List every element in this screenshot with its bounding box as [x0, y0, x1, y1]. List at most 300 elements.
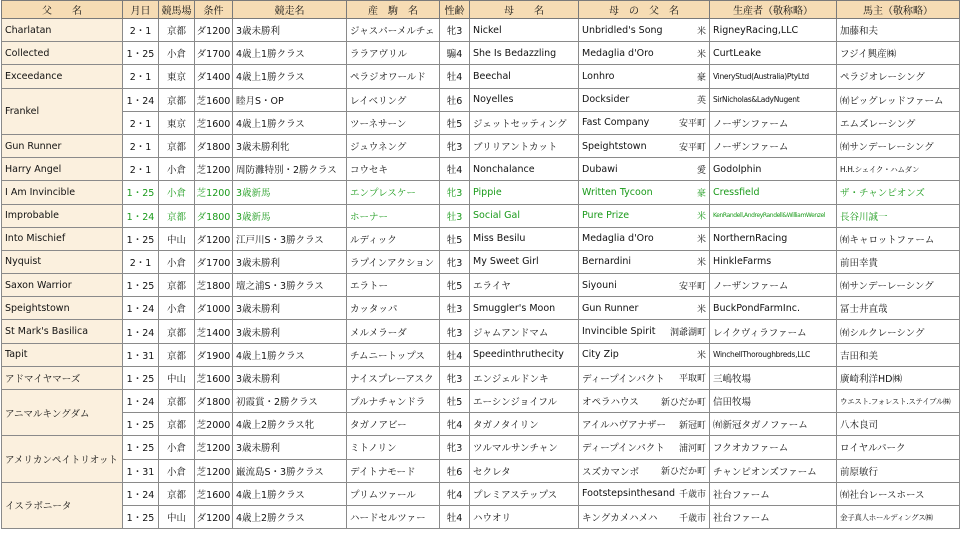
sex-age: 牡3: [440, 204, 470, 227]
sire-name: St Mark's Basilica: [2, 320, 123, 343]
race-condition: ダ1200: [195, 505, 233, 528]
table-row: [2, 436, 960, 459]
race-name: 4歳上1勝クラス: [233, 42, 347, 65]
race-date: 2・1: [123, 158, 159, 181]
dam-name: タガノタイリン: [470, 413, 579, 436]
race-condition: 芝1800: [195, 274, 233, 297]
race-name: 3歳未勝利: [233, 19, 347, 42]
horse-name: ジャスパーメルチェ: [347, 19, 440, 42]
dam-sire-cell: [579, 134, 710, 157]
sex-age: 牝3: [440, 436, 470, 459]
horse-name: ナイスプレーアスク: [347, 366, 440, 389]
race-name: 初霞賞・2勝クラス: [233, 390, 347, 413]
race-date: 2・1: [123, 134, 159, 157]
breeding-region: 浦河町: [678, 443, 706, 454]
sire-name: Collected: [2, 42, 123, 65]
sire-name: アドマイヤマーズ: [2, 366, 123, 389]
race-condition: 芝1600: [195, 366, 233, 389]
breeding-region: 愛: [696, 165, 706, 176]
horse-name: エラトー: [347, 274, 440, 297]
breeding-region: 豪: [696, 188, 706, 199]
dam-name: Nickel: [470, 19, 579, 42]
sire-name: Nyquist: [2, 250, 123, 273]
sire-name: Into Mischief: [2, 227, 123, 250]
race-name: 睦月S・OP: [233, 88, 347, 111]
table-row: [2, 65, 960, 88]
breeder: ノーザンファーム: [710, 134, 837, 157]
owner: 吉田和美: [837, 343, 960, 366]
race-condition: ダ1700: [195, 42, 233, 65]
dam-sire-cell: [579, 459, 710, 482]
horse-name: ラプインアクション: [347, 250, 440, 273]
race-date: 1・24: [123, 320, 159, 343]
race-date: 1・25: [123, 505, 159, 528]
horse-name: ハードセルツァー: [347, 505, 440, 528]
breeding-region: 安平町: [678, 119, 706, 130]
breeder: WinchellThoroughbreds,LLC: [710, 343, 837, 366]
breeder: チャンピオンズファーム: [710, 459, 837, 482]
breeding-region: 平取町: [678, 374, 706, 385]
header-breeder: 生産者（敬称略）: [710, 1, 837, 19]
owner: H.H.シェイク・ハムダン: [837, 158, 960, 181]
racecourse: 東京: [159, 65, 195, 88]
dam-sire-name: アイルハヴアナザー: [582, 420, 666, 432]
header-race-name: 競走名: [233, 1, 347, 19]
racecourse: 京都: [159, 390, 195, 413]
sire-name: Gun Runner: [2, 134, 123, 157]
race-date: 1・24: [123, 390, 159, 413]
breeder: ノーザンファーム: [710, 274, 837, 297]
dam-sire-name: Footstepsinthesand: [582, 488, 676, 500]
owner: ザ・チャンピオンズ: [837, 181, 960, 204]
sex-age: 牝3: [440, 134, 470, 157]
racecourse: 小倉: [159, 158, 195, 181]
owner: 前田幸貴: [837, 250, 960, 273]
race-name: 4歳上2勝クラス牝: [233, 413, 347, 436]
sex-age: 牝5: [440, 274, 470, 297]
sex-age: 牡5: [440, 111, 470, 134]
owner: ㈲ビッグレッドファーム: [837, 88, 960, 111]
dam-sire-name: Dubawi: [582, 163, 618, 175]
table-row: [2, 413, 960, 436]
race-name: 4歳上1勝クラス: [233, 343, 347, 366]
dam-name: エンジェルドンキ: [470, 366, 579, 389]
sex-age: 牡4: [440, 158, 470, 181]
dam-name: Social Gal: [470, 204, 579, 227]
race-date: 1・31: [123, 343, 159, 366]
dam-sire-name: Medaglia d'Oro: [582, 233, 654, 245]
dam-sire-cell: [579, 158, 710, 181]
owner: 冨士井直哉: [837, 297, 960, 320]
dam-sire-name: Invincible Spirit: [582, 326, 656, 338]
race-condition: 芝2000: [195, 413, 233, 436]
sex-age: 牝3: [440, 19, 470, 42]
dam-name: ブリリアントカット: [470, 134, 579, 157]
race-condition: ダ1200: [195, 19, 233, 42]
dam-name: エーシンジョイフル: [470, 390, 579, 413]
dam-sire-cell: [579, 390, 710, 413]
owner: ㈲サンデーレーシング: [837, 134, 960, 157]
race-date: 2・1: [123, 111, 159, 134]
table-row: [2, 42, 960, 65]
header-row: [2, 1, 960, 19]
dam-sire-name: キングカメハメハ: [582, 513, 658, 525]
horse-name: ペラジオワールド: [347, 65, 440, 88]
race-condition: ダ1000: [195, 297, 233, 320]
dam-sire-name: Unbridled's Song: [582, 24, 663, 36]
dam-sire-cell: [579, 227, 710, 250]
dam-sire-name: Written Tycoon: [582, 186, 653, 198]
sire-name: Exceedance: [2, 65, 123, 88]
sex-age: 牡5: [440, 227, 470, 250]
dam-name: Speedinthruthecity: [470, 343, 579, 366]
race-condition: ダ1400: [195, 65, 233, 88]
race-name: 3歳未勝利: [233, 320, 347, 343]
header-sex-age: 性齢: [440, 1, 470, 19]
table-row: [2, 343, 960, 366]
table-row: [2, 320, 960, 343]
breeding-region: 豪: [696, 72, 706, 83]
dam-sire-name: Speightstown: [582, 140, 647, 152]
sire-name: アメリカンペイトリオット: [2, 436, 123, 482]
breeder: Godolphin: [710, 158, 837, 181]
table-row: [2, 111, 960, 134]
dam-name: Beechal: [470, 65, 579, 88]
race-date: 1・24: [123, 297, 159, 320]
table-row: [2, 181, 960, 204]
dam-sire-name: オペラハウス: [582, 397, 639, 409]
sex-age: 牝3: [440, 250, 470, 273]
dam-sire-cell: [579, 343, 710, 366]
race-condition: ダ1800: [195, 390, 233, 413]
race-condition: 芝1400: [195, 320, 233, 343]
owner: 前原敏行: [837, 459, 960, 482]
dam-sire-name: Siyouni: [582, 279, 617, 291]
breeding-region: 安平町: [678, 142, 706, 153]
dam-sire-cell: [579, 482, 710, 505]
dam-sire-name: Bernardini: [582, 256, 632, 268]
race-name: 4歳上1勝クラス: [233, 482, 347, 505]
race-date: 1・31: [123, 459, 159, 482]
header-track: 競馬場: [159, 1, 195, 19]
horse-name: コウセキ: [347, 158, 440, 181]
dam-sire-cell: [579, 250, 710, 273]
race-date: 1・24: [123, 204, 159, 227]
dam-sire-name: スズカマンボ: [582, 466, 640, 478]
owner: フジイ興産㈱: [837, 42, 960, 65]
race-condition: 芝1600: [195, 111, 233, 134]
owner: ㈲キャロットファーム: [837, 227, 960, 250]
dam-sire-cell: [579, 88, 710, 111]
dam-name: My Sweet Girl: [470, 250, 579, 273]
dam-name: Smuggler's Moon: [470, 297, 579, 320]
race-condition: ダ1700: [195, 250, 233, 273]
horse-name: チムニートップス: [347, 343, 440, 366]
breeder: BuckPondFarmInc.: [710, 297, 837, 320]
dam-sire-cell: [579, 19, 710, 42]
racecourse: 中山: [159, 227, 195, 250]
dam-name: ツルマルサンチャン: [470, 436, 579, 459]
owner: ウエスト.フォレスト.ステイブル㈱: [837, 390, 960, 413]
racecourse: 小倉: [159, 250, 195, 273]
race-name: 3歳新馬: [233, 204, 347, 227]
dam-name: セクレタ: [470, 459, 579, 482]
horse-name: ジュウネング: [347, 134, 440, 157]
dam-sire-cell: [579, 181, 710, 204]
racecourse: 京都: [159, 482, 195, 505]
breeder: VineryStud(Australia)PtyLtd: [710, 65, 837, 88]
sire-name: Tapit: [2, 343, 123, 366]
race-condition: 芝1200: [195, 459, 233, 482]
sire-name: Charlatan: [2, 19, 123, 42]
breeding-region: 洞爺湖町: [669, 328, 706, 339]
breeder: フクオカファーム: [710, 436, 837, 459]
breeding-region: 米: [696, 258, 706, 269]
dam-sire-name: ディープインパクト: [582, 443, 665, 455]
sex-age: 牡6: [440, 459, 470, 482]
racecourse: 京都: [159, 134, 195, 157]
race-condition: ダ1800: [195, 204, 233, 227]
race-date: 1・25: [123, 274, 159, 297]
racecourse: 京都: [159, 19, 195, 42]
dam-sire-cell: [579, 366, 710, 389]
dam-name: Nonchalance: [470, 158, 579, 181]
breeding-region: 千歳市: [678, 513, 706, 524]
sire-name: Improbable: [2, 204, 123, 227]
breeding-region: 新冠町: [678, 420, 706, 431]
race-date: 2・1: [123, 250, 159, 273]
breeding-region: 米: [696, 304, 706, 315]
racecourse: 小倉: [159, 459, 195, 482]
racecourse: 小倉: [159, 297, 195, 320]
racecourse: 小倉: [159, 436, 195, 459]
breeder: NorthernRacing: [710, 227, 837, 250]
horse-name: ホーナー: [347, 204, 440, 227]
dam-name: Noyelles: [470, 88, 579, 111]
header-dam: 母 名: [470, 1, 579, 19]
breeder: 社台ファーム: [710, 505, 837, 528]
sex-age: 牡4: [440, 343, 470, 366]
race-date: 1・25: [123, 42, 159, 65]
header-horse-name: 産 駒 名: [347, 1, 440, 19]
table-row: [2, 297, 960, 320]
race-name: 3歳未勝利: [233, 250, 347, 273]
dam-sire-cell: [579, 65, 710, 88]
horse-name: レイベリング: [347, 88, 440, 111]
racecourse: 東京: [159, 111, 195, 134]
breeding-region: 米: [696, 26, 706, 37]
table-row: [2, 19, 960, 42]
dam-sire-name: Lonhro: [582, 70, 615, 82]
dam-sire-name: Pure Prize: [582, 210, 630, 222]
race-name: 4歳上1勝クラス: [233, 111, 347, 134]
dam-sire-name: Gun Runner: [582, 302, 639, 314]
breeding-region: 安平町: [678, 281, 706, 292]
sex-age: 牝3: [440, 366, 470, 389]
race-name: 3歳未勝利: [233, 297, 347, 320]
sire-name: Frankel: [2, 88, 123, 134]
racecourse: 京都: [159, 274, 195, 297]
dam-name: Miss Besilu: [470, 227, 579, 250]
breeder: レイクヴィラファーム: [710, 320, 837, 343]
owner: 金子真人ホールディングス㈱: [837, 505, 960, 528]
dam-sire-cell: [579, 111, 710, 134]
header-dam-sire: 母 の 父 名: [579, 1, 710, 19]
dam-sire-cell: [579, 204, 710, 227]
race-name: 巌流島S・3勝クラス: [233, 459, 347, 482]
race-date: 1・25: [123, 366, 159, 389]
race-condition: ダ1200: [195, 227, 233, 250]
owner: ペラジオレーシング: [837, 65, 960, 88]
owner: 廣崎利洋HD㈱: [837, 366, 960, 389]
sex-age: 牡3: [440, 297, 470, 320]
breeding-region: 米: [696, 235, 706, 246]
dam-sire-cell: [579, 274, 710, 297]
race-name: 3歳新馬: [233, 181, 347, 204]
sire-name: Speightstown: [2, 297, 123, 320]
header-condition: 条件: [195, 1, 233, 19]
dam-sire-name: City Zip: [582, 349, 619, 361]
dam-sire-name: Fast Company: [582, 117, 650, 129]
owner: 加藤和夫: [837, 19, 960, 42]
dam-name: エライヤ: [470, 274, 579, 297]
breeder: CurtLeake: [710, 42, 837, 65]
horse-name: メルメラーダ: [347, 320, 440, 343]
race-date: 2・1: [123, 65, 159, 88]
dam-sire-cell: [579, 42, 710, 65]
table-row: [2, 158, 960, 181]
breeder: Cressfield: [710, 181, 837, 204]
sire-name: アニマルキングダム: [2, 390, 123, 436]
breeding-region: 新ひだか町: [660, 397, 706, 408]
breeder: SirNicholas&LadyNugent: [710, 88, 837, 111]
race-date: 1・25: [123, 181, 159, 204]
dam-sire-name: Docksider: [582, 94, 630, 106]
sex-age: 牝3: [440, 181, 470, 204]
sex-age: 騸4: [440, 42, 470, 65]
owner: ㈲社台レースホース: [837, 482, 960, 505]
horse-name: プリムツァール: [347, 482, 440, 505]
owner: 長谷川誠一: [837, 204, 960, 227]
breeding-region: 新ひだか町: [660, 467, 706, 478]
horse-name: デイトナモード: [347, 459, 440, 482]
racecourse: 京都: [159, 413, 195, 436]
breeder: KenRandell,AndreyRandell&WilliamWenzel: [710, 204, 837, 227]
horse-name: ルディック: [347, 227, 440, 250]
race-date: 1・25: [123, 413, 159, 436]
sex-age: 牝3: [440, 320, 470, 343]
race-condition: 芝1600: [195, 88, 233, 111]
table-row: [2, 482, 960, 505]
dam-name: ハウオリ: [470, 505, 579, 528]
horse-name: ツーネサーン: [347, 111, 440, 134]
racecourse: 中山: [159, 505, 195, 528]
horse-name: カッタッパ: [347, 297, 440, 320]
header-date: 月日: [123, 1, 159, 19]
race-name: 周防灘特別・2勝クラス: [233, 158, 347, 181]
sex-age: 牡4: [440, 505, 470, 528]
owner: ㈲シルクレーシング: [837, 320, 960, 343]
race-date: 1・24: [123, 482, 159, 505]
horse-name: ミトノリン: [347, 436, 440, 459]
dam-name: ジェットセッティング: [470, 111, 579, 134]
table-body: [2, 19, 960, 529]
racecourse: 京都: [159, 88, 195, 111]
breeder: ㈲新冠タガノファーム: [710, 413, 837, 436]
breeder: 信田牧場: [710, 390, 837, 413]
race-date: 1・25: [123, 436, 159, 459]
table-row: [2, 204, 960, 227]
table-row: [2, 366, 960, 389]
race-name: 3歳未勝利: [233, 436, 347, 459]
owner: ㈲サンデーレーシング: [837, 274, 960, 297]
breeder: 社台ファーム: [710, 482, 837, 505]
race-name: 江戸川S・3勝クラス: [233, 227, 347, 250]
breeding-region: 千歳市: [678, 490, 706, 501]
race-name: 3歳未勝利牝: [233, 134, 347, 157]
sex-age: 牡5: [440, 390, 470, 413]
breeder: 三嶋牧場: [710, 366, 837, 389]
breeding-region: 米: [696, 351, 706, 362]
sire-name: Harry Angel: [2, 158, 123, 181]
header-sire: 父 名: [2, 1, 123, 19]
horse-name: タガノアビー: [347, 413, 440, 436]
dam-sire-cell: [579, 320, 710, 343]
sex-age: 牡6: [440, 88, 470, 111]
stallion-results-table: [1, 0, 960, 529]
race-name: 壇之浦S・3勝クラス: [233, 274, 347, 297]
dam-sire-cell: [579, 413, 710, 436]
owner: エムズレーシング: [837, 111, 960, 134]
race-name: 3歳未勝利: [233, 366, 347, 389]
race-date: 2・1: [123, 19, 159, 42]
racecourse: 中山: [159, 366, 195, 389]
race-date: 1・25: [123, 227, 159, 250]
table-row: [2, 250, 960, 273]
breeder: RigneyRacing,LLC: [710, 19, 837, 42]
dam-name: Pippie: [470, 181, 579, 204]
racecourse: 京都: [159, 320, 195, 343]
race-name: 4歳上2勝クラス: [233, 505, 347, 528]
horse-name: プルナチャンドラ: [347, 390, 440, 413]
dam-name: プレミアステップス: [470, 482, 579, 505]
breeding-region: 英: [696, 96, 706, 107]
race-name: 4歳上1勝クラス: [233, 65, 347, 88]
race-condition: 芝1200: [195, 158, 233, 181]
table-row: [2, 88, 960, 111]
table-row: [2, 274, 960, 297]
racecourse: 京都: [159, 204, 195, 227]
table-row: [2, 459, 960, 482]
sire-name: I Am Invincible: [2, 181, 123, 204]
racecourse: 小倉: [159, 181, 195, 204]
racecourse: 小倉: [159, 42, 195, 65]
dam-sire-name: ディープインパクト: [582, 373, 665, 385]
race-condition: 芝1200: [195, 181, 233, 204]
breeding-region: 米: [696, 49, 706, 60]
dam-sire-name: Medaglia d'Oro: [582, 47, 654, 59]
dam-name: ジャムアンドマム: [470, 320, 579, 343]
owner: 八木良司: [837, 413, 960, 436]
race-condition: ダ1900: [195, 343, 233, 366]
dam-sire-cell: [579, 436, 710, 459]
race-condition: ダ1800: [195, 134, 233, 157]
breeding-region: 米: [696, 212, 706, 223]
horse-name: エンプレスケー: [347, 181, 440, 204]
race-condition: 芝1200: [195, 436, 233, 459]
sire-name: Saxon Warrior: [2, 274, 123, 297]
dam-name: She Is Bedazzling: [470, 42, 579, 65]
